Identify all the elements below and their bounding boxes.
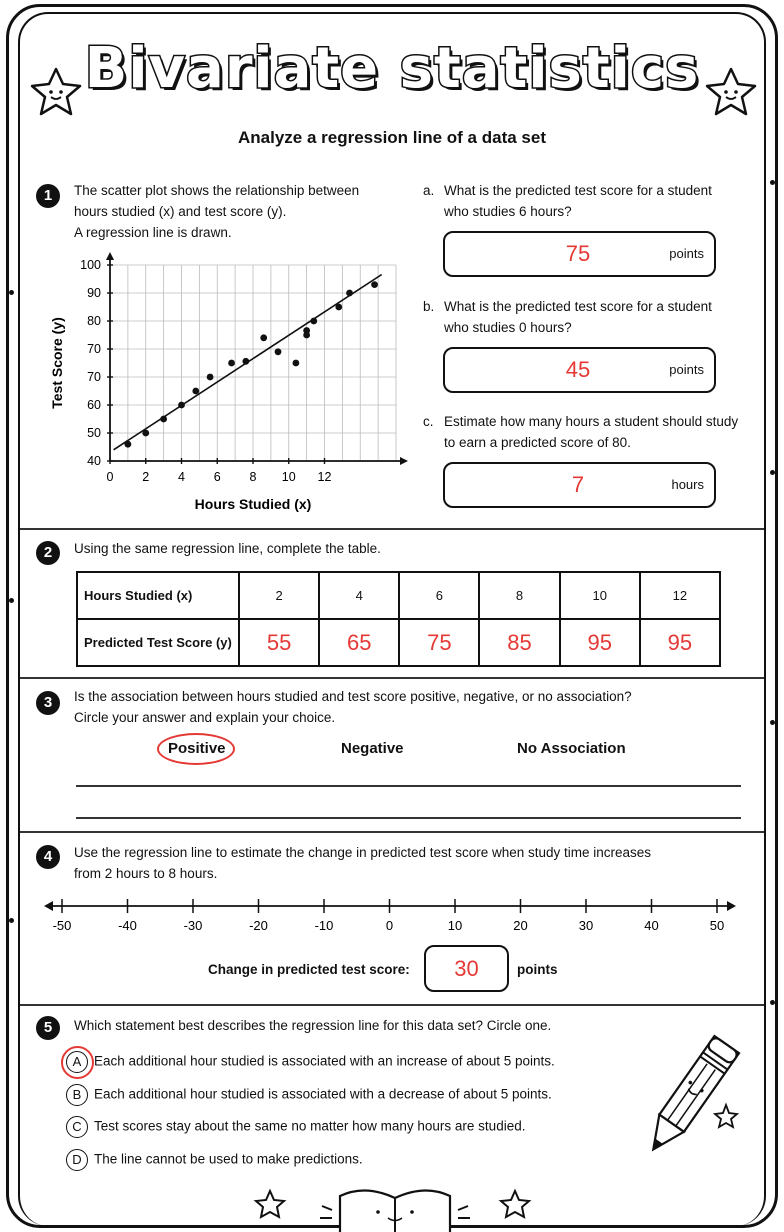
change-answer-box[interactable]: 30 — [424, 945, 509, 992]
question-5-number: 5 — [36, 1016, 60, 1040]
edge-dot — [9, 598, 14, 603]
table-answer-cell[interactable]: 95 — [560, 619, 640, 666]
x-tick-label: 6 — [213, 470, 221, 484]
answer-unit: points — [669, 362, 704, 377]
data-point — [228, 360, 235, 367]
choice-negative[interactable]: Negative — [341, 740, 404, 757]
question-2-text: Using the same regression line, complete the table. — [74, 541, 381, 556]
option-letter: A — [66, 1051, 88, 1073]
question-3-line: Circle your answer and explain your choice. — [74, 710, 336, 725]
table-row — [77, 619, 720, 666]
question-1c — [423, 411, 753, 453]
number-line-right-arrow — [727, 901, 736, 911]
table-cell: 10 — [560, 572, 640, 619]
data-point — [242, 358, 249, 365]
question-1-line: hours studied (x) and test score (y). — [74, 204, 287, 219]
question-1a — [423, 180, 753, 222]
section-divider — [20, 831, 764, 833]
change-label: Change in predicted test score: — [208, 962, 410, 977]
number-line-left-arrow — [44, 901, 53, 911]
answer-value: 75 — [565, 241, 591, 266]
data-point — [192, 388, 199, 395]
question-1c-line: Estimate how many hours a student should study — [444, 414, 739, 429]
y-tick-label: 80 — [87, 314, 101, 328]
x-axis-label: Hours Studied (x) — [194, 496, 312, 512]
option-text: Test scores stay about the same no matter how many hours are studied. — [94, 1118, 526, 1134]
answer-box-1a[interactable] — [443, 231, 716, 277]
table-answer-cell[interactable]: 55 — [239, 619, 319, 666]
question-1-line: A regression line is drawn. — [74, 225, 232, 240]
data-point — [142, 430, 149, 437]
number-line-label: 20 — [513, 918, 528, 933]
question-3-number: 3 — [36, 691, 60, 715]
option-letter: C — [66, 1116, 88, 1138]
table-cell: 2 — [239, 572, 319, 619]
option-a[interactable] — [66, 1051, 555, 1073]
data-point — [178, 402, 185, 409]
data-point — [260, 334, 267, 341]
table-answer-cell[interactable]: 65 — [319, 619, 399, 666]
number-line-label: -20 — [249, 918, 268, 933]
number-line-label: -40 — [118, 918, 137, 933]
data-point — [293, 360, 300, 367]
number-line-label: -30 — [183, 918, 203, 933]
edge-dot — [770, 720, 775, 725]
answer-unit: hours — [671, 477, 704, 492]
question-4-text — [74, 842, 764, 884]
option-text: Each additional hour studied is associated with a decrease of about 5 points. — [94, 1086, 552, 1102]
answer-box-1b[interactable] — [443, 347, 716, 393]
table-row-header: Predicted Test Score (y) — [77, 619, 239, 666]
answer-value: 7 — [571, 472, 585, 497]
y-tick-label: 50 — [87, 426, 101, 440]
table-row — [77, 572, 720, 619]
table-answer-cell[interactable]: 95 — [640, 619, 720, 666]
answer-box-1c[interactable] — [443, 462, 716, 508]
question-1c-line: to earn a predicted score of 80. — [444, 435, 631, 450]
number-line-label: 30 — [578, 918, 594, 933]
x-tick-label: 12 — [317, 470, 332, 484]
question-1c-label: c. — [423, 414, 434, 429]
data-point — [303, 327, 310, 334]
number-line-label: -50 — [52, 918, 72, 933]
number-line-label: 0 — [385, 918, 394, 933]
question-3-line: Is the association between hours studied and test score positive, negative, or no association? — [74, 689, 632, 704]
table-cell: 12 — [640, 572, 720, 619]
question-5-text: Which statement best describes the regression line for this data set? Circle one. — [74, 1018, 552, 1033]
data-point — [160, 416, 167, 423]
data-point — [275, 348, 282, 355]
answer-value: 45 — [565, 357, 591, 382]
question-1b-label: b. — [423, 299, 435, 314]
question-1a-line: What is the predicted test score for a student — [444, 183, 712, 198]
question-1b-line: who studies 0 hours? — [444, 320, 572, 335]
y-tick-label: 70 — [87, 370, 101, 384]
page-title: Bivariate statistics — [84, 36, 700, 101]
y-tick-label: 100 — [80, 258, 101, 272]
section-divider — [20, 1004, 764, 1006]
number-line-label: 40 — [644, 918, 659, 933]
data-point — [207, 374, 214, 381]
question-1a-label: a. — [423, 183, 435, 198]
page-subtitle: Analyze a regression line of a data set — [237, 128, 546, 147]
question-1a-line: who studies 6 hours? — [444, 204, 572, 219]
option-d[interactable] — [66, 1149, 363, 1171]
data-point — [124, 441, 131, 448]
y-axis-label: Test Score (y) — [49, 317, 65, 409]
question-4-line: from 2 hours to 8 hours. — [74, 866, 218, 881]
y-tick-label: 40 — [87, 454, 101, 468]
section-divider — [20, 677, 764, 679]
question-4-number: 4 — [36, 845, 60, 869]
number-line-label: -10 — [314, 918, 334, 933]
number-line-label: 50 — [709, 918, 725, 933]
choice-positive[interactable]: Positive — [168, 740, 226, 757]
question-1-number: 1 — [36, 184, 60, 208]
edge-dot — [770, 470, 775, 475]
answer-write-line[interactable] — [76, 817, 741, 819]
x-axis-arrow — [400, 457, 408, 465]
question-1b — [423, 296, 753, 338]
score-table — [76, 571, 721, 667]
change-unit: points — [517, 962, 558, 977]
option-text: The line cannot be used to make predictions. — [94, 1151, 363, 1167]
edge-dot — [770, 180, 775, 185]
number-line-label: 10 — [447, 918, 463, 933]
question-1b-line: What is the predicted test score for a student — [444, 299, 712, 314]
option-c[interactable] — [66, 1116, 525, 1138]
x-tick-label: 4 — [178, 470, 185, 484]
question-2-number: 2 — [36, 541, 60, 565]
x-tick-label: 0 — [106, 470, 114, 484]
question-4-line: Use the regression line to estimate the change in predicted test score when study time increases — [74, 845, 652, 860]
scatter-plot — [40, 248, 410, 520]
answer-write-line[interactable] — [76, 785, 741, 787]
option-text: Each additional hour studied is associated with an increase of about 5 points. — [94, 1053, 555, 1069]
y-axis-arrow — [106, 252, 114, 260]
option-b[interactable] — [66, 1084, 552, 1106]
x-tick-label: 8 — [249, 470, 257, 484]
data-point — [346, 290, 353, 297]
x-tick-label: 2 — [142, 470, 150, 484]
table-cell: 8 — [479, 572, 559, 619]
edge-dot — [9, 918, 14, 923]
question-1-line: The scatter plot shows the relationship between — [74, 183, 360, 198]
data-point — [371, 281, 378, 288]
pencil-icon — [630, 1025, 750, 1170]
answer-unit: points — [669, 246, 704, 261]
table-cell: 6 — [399, 572, 479, 619]
table-answer-cell[interactable]: 75 — [399, 619, 479, 666]
table-cell: 4 — [319, 572, 399, 619]
edge-dot — [770, 1000, 775, 1005]
y-tick-label: 60 — [87, 398, 101, 412]
data-point — [335, 304, 342, 311]
choice-no-association[interactable]: No Association — [517, 740, 626, 757]
question-1-text — [74, 180, 414, 243]
y-tick-label: 90 — [87, 286, 101, 300]
y-tick-label: 70 — [87, 342, 101, 356]
data-point — [310, 318, 317, 325]
option-letter: B — [66, 1084, 88, 1106]
section-divider — [20, 528, 764, 530]
book-decoration-icon — [250, 1176, 540, 1232]
x-tick-label: 10 — [281, 470, 296, 484]
number-line — [40, 892, 750, 940]
question-3-text — [74, 686, 764, 728]
table-row-header: Hours Studied (x) — [77, 572, 239, 619]
option-letter: D — [66, 1149, 88, 1171]
table-answer-cell[interactable]: 85 — [479, 619, 559, 666]
edge-dot — [9, 290, 14, 295]
